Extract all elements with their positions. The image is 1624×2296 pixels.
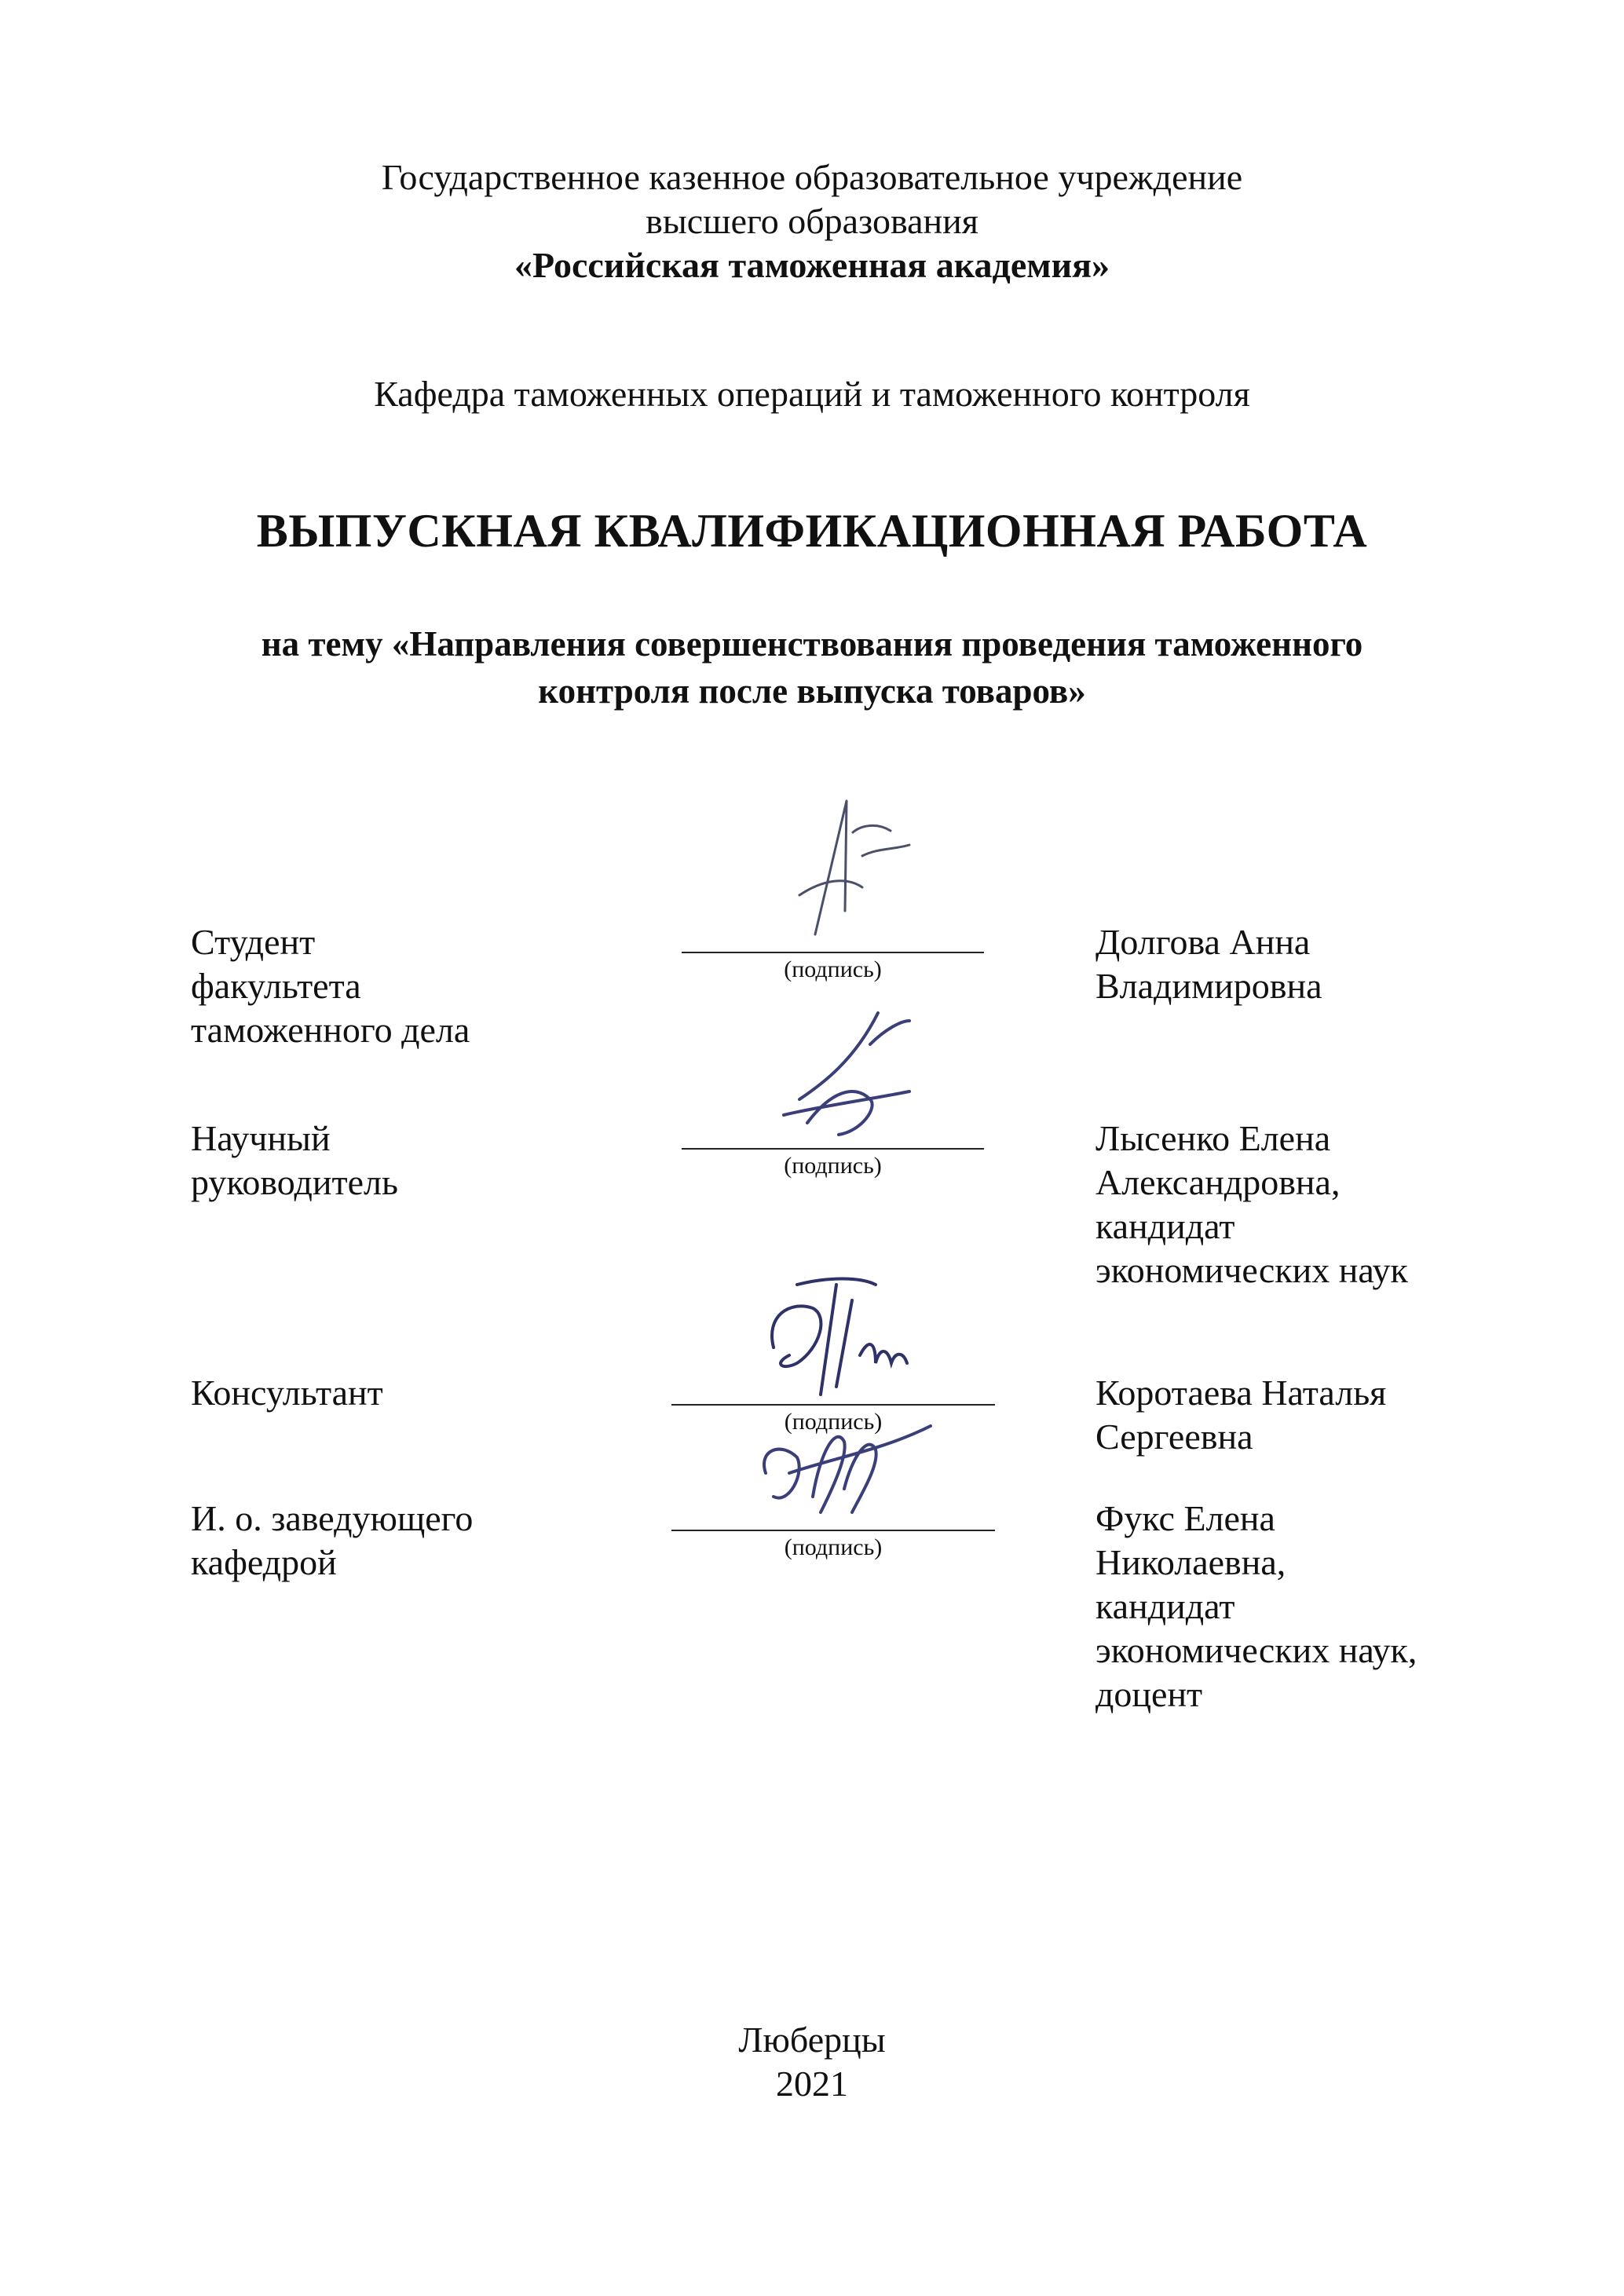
name-line: экономических наук, (1095, 1630, 1417, 1670)
role-line: Научный (191, 1118, 331, 1158)
signature-caption: (подпись) (784, 1409, 883, 1435)
signatory-consultant-name (1095, 1371, 1535, 1459)
signature-head (671, 1465, 995, 1567)
role-line: Консультант (191, 1373, 383, 1413)
name-line: Николаевна, (1095, 1542, 1286, 1582)
name-line: Долгова Анна (1095, 922, 1311, 962)
name-line: Фукс Елена (1095, 1498, 1275, 1538)
signature-caption: (подпись) (784, 1534, 883, 1560)
role-line: кафедрой (191, 1542, 337, 1582)
name-line: экономических наук (1095, 1250, 1408, 1290)
signatory-head-role (191, 1497, 599, 1585)
topic (0, 620, 1624, 715)
signatory-student-role (191, 920, 599, 1052)
topic-line-1: на тему «Направления совершенствования проведения таможенного (261, 624, 1363, 664)
signature-student (682, 887, 984, 989)
name-line: кандидат (1095, 1586, 1235, 1626)
footer-city: Люберцы (738, 2020, 886, 2060)
signatory-student-name (1095, 920, 1535, 1008)
role-line: таможенного дела (191, 1010, 470, 1050)
name-line: Лысенко Елена (1095, 1118, 1331, 1158)
name-line: доцент (1095, 1674, 1203, 1714)
document-type: ВЫПУСКНАЯ КВАЛИФИКАЦИОННАЯ РАБОТА (256, 505, 1368, 557)
signatory-consultant-role (191, 1371, 599, 1415)
signature-line (682, 952, 984, 953)
signature-caption: (подпись) (784, 956, 882, 982)
name-line: Сергеевна (1095, 1417, 1253, 1457)
organization-line-1: Государственное казенное образовательное учреждение (381, 157, 1243, 197)
name-line: Владимировна (1095, 966, 1322, 1006)
signature-caption: (подпись) (784, 1153, 882, 1179)
name-line: Коротаева Наталья (1095, 1373, 1387, 1413)
role-line: руководитель (191, 1162, 398, 1202)
footer-year: 2021 (776, 2064, 848, 2104)
topic-line-2: контроля после выпуска товаров» (538, 671, 1086, 711)
role-line: факультета (191, 966, 361, 1006)
signatory-head-name (1095, 1497, 1535, 1717)
role-line: И. о. заведующего (191, 1498, 474, 1538)
signature-supervisor (682, 1084, 984, 1186)
department: Кафедра таможенных операций и таможенного контроля (374, 374, 1250, 414)
name-line: Александровна, (1095, 1162, 1341, 1202)
signature-line (671, 1530, 995, 1531)
organization-name: «Российская таможенная академия» (514, 245, 1110, 285)
organization-line-2: высшего образования (646, 201, 978, 241)
signatory-supervisor-role (191, 1117, 599, 1205)
signatory-supervisor-name (1095, 1117, 1535, 1292)
name-line: кандидат (1095, 1206, 1235, 1246)
role-line: Студент (191, 922, 316, 962)
signature-line (682, 1148, 984, 1150)
